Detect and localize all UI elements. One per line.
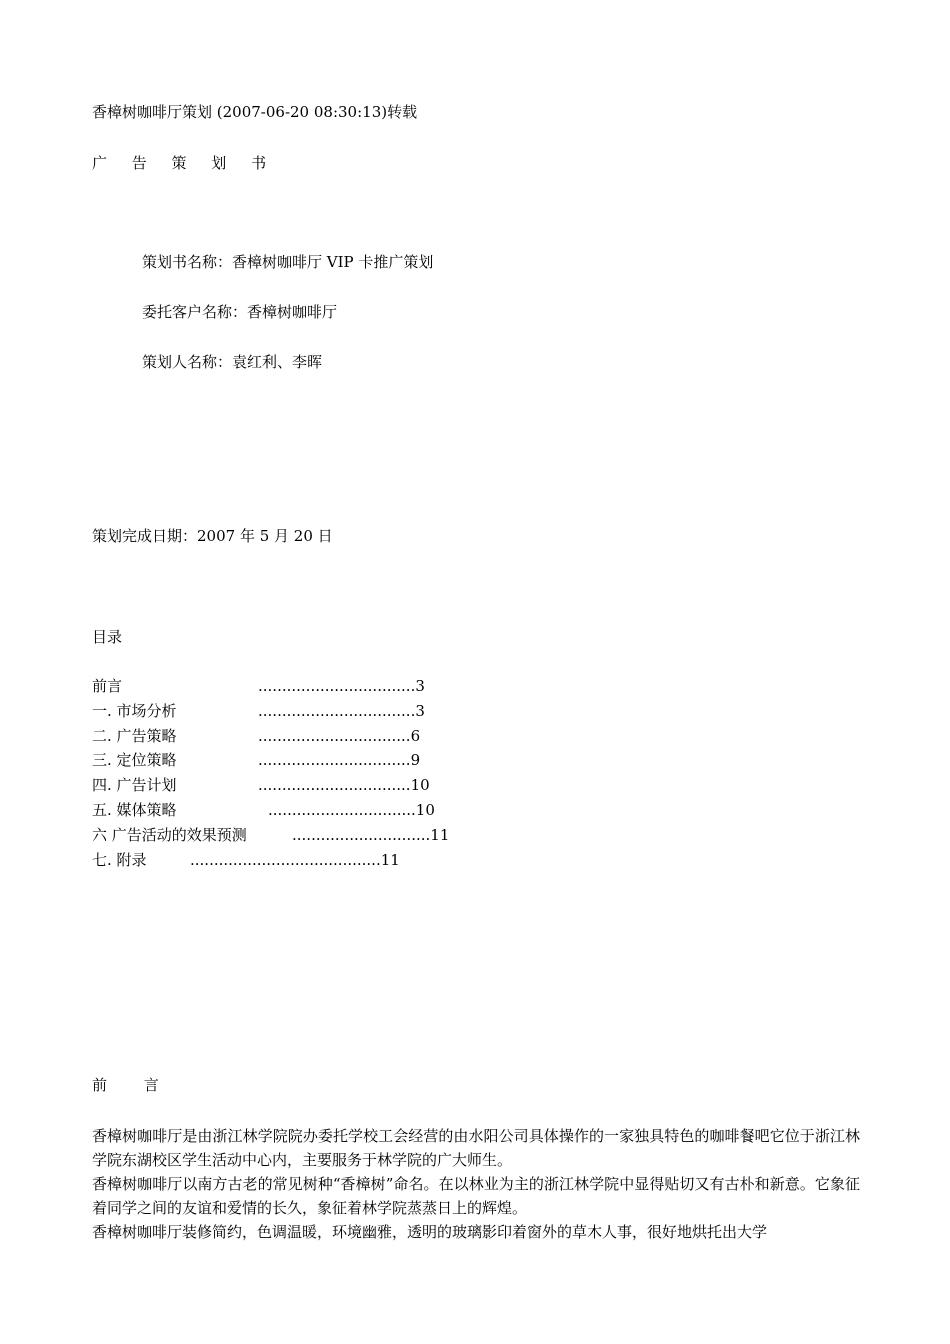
plan-name: 策划书名称：香樟树咖啡厅 VIP 卡推广策划 <box>142 253 434 271</box>
toc-item-label: 四. 广告计划 <box>92 776 177 795</box>
toc-item-leader: ................................6 <box>258 726 421 745</box>
toc-item-label: 一. 市场分析 <box>92 701 177 720</box>
toc-item-label: 七. 附录 <box>92 850 147 869</box>
toc-item-leader: .................................3 <box>258 701 425 720</box>
preface-body <box>92 1124 860 1244</box>
document-type-heading: 广 告 策 划 书 <box>92 154 277 172</box>
document-title-line: 香樟树咖啡厅策划 (2007-06-20 08:30:13)转载 <box>92 103 418 121</box>
client-name: 委托客户名称：香樟树咖啡厅 <box>142 303 338 321</box>
toc-item <box>92 726 592 751</box>
toc-item-leader: ...............................10 <box>268 800 435 819</box>
completion-date: 策划完成日期：2007 年 5 月 20 日 <box>92 527 333 545</box>
preface-title: 前 言 <box>92 1076 175 1094</box>
toc-item <box>92 800 592 825</box>
toc-item <box>92 676 592 701</box>
toc-item <box>92 750 592 775</box>
preface-paragraph: 香樟树咖啡厅以南方古老的常见树种“香樟树”命名。在以林业为主的浙江林学院中显得贴切又有古朴和新意。它象征着同学之间的友谊和爱情的长久，象征着林学院蒸蒸日上的辉煌。 <box>92 1175 860 1217</box>
toc-item-leader: .................................3 <box>258 677 425 695</box>
toc-item <box>92 775 592 800</box>
toc-title: 目录 <box>92 628 123 646</box>
toc-item-leader: ........................................11 <box>190 850 400 869</box>
toc-item-label: 二. 广告策略 <box>92 726 177 745</box>
toc-item-leader: ................................9 <box>258 751 421 770</box>
toc-item-label: 六 广告活动的效果预测 <box>92 825 247 844</box>
preface-paragraph: 香樟树咖啡厅装修简约，色调温暖，环境幽雅，透明的玻璃影印着窗外的草木人事，很好地烘托出大学 <box>92 1223 768 1241</box>
toc-item <box>92 850 592 875</box>
planner-name: 策划人名称：袁红利、李晖 <box>142 353 323 371</box>
toc-item-leader: .............................11 <box>292 825 450 844</box>
table-of-contents <box>92 676 592 874</box>
toc-item-label: 五. 媒体策略 <box>92 800 177 819</box>
toc-item-label: 三. 定位策略 <box>92 751 177 770</box>
toc-item <box>92 701 592 726</box>
toc-item-leader: ................................10 <box>258 776 430 795</box>
toc-item-label: 前言 <box>92 677 123 695</box>
preface-paragraph: 香樟树咖啡厅是由浙江林学院院办委托学校工会经营的由水阳公司具体操作的一家独具特色的咖啡餐吧它位于浙江林学院东湖校区学生活动中心内，主要服务于林学院的广大师生。 <box>92 1127 860 1169</box>
toc-item <box>92 825 592 850</box>
